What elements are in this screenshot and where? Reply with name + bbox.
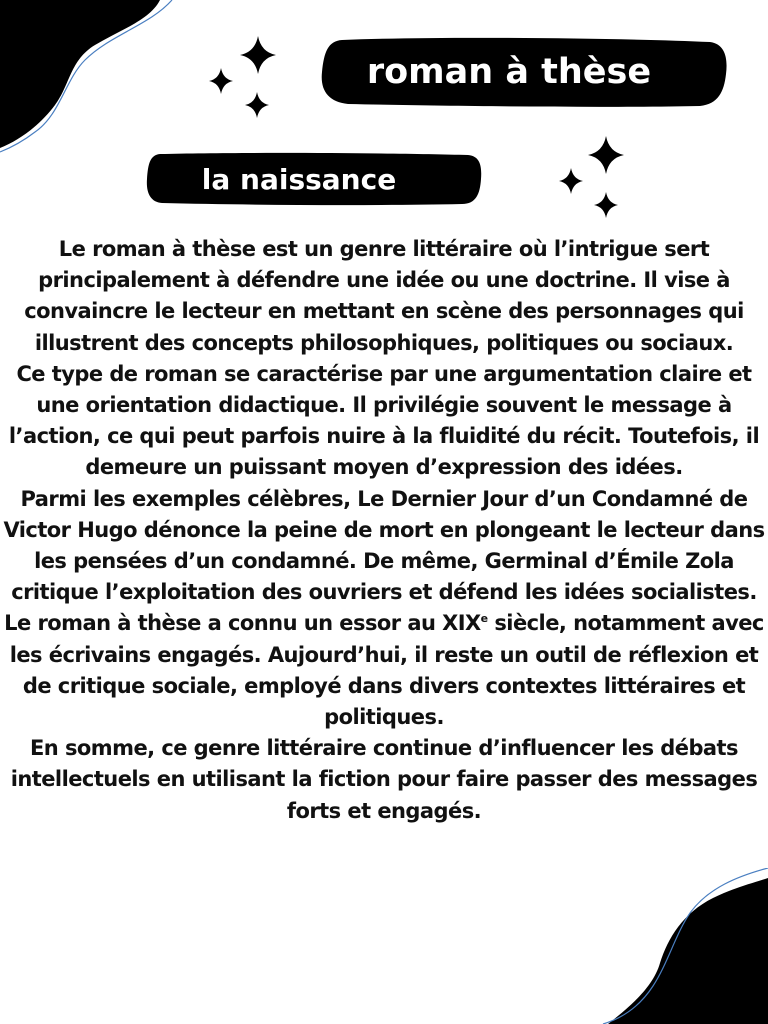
paragraph-text: siècle, notamment avec les écrivains engagés. Aujourd’hui, il reste un outil de réflexion et de critique sociale, employé dans divers contextes littéraires et politiques.	[9, 611, 764, 730]
subtitle-banner	[146, 152, 482, 206]
sparkle-icon	[555, 134, 630, 224]
paragraph: En somme, ce genre littéraire continue d’influencer les débats intellectuels en utilisant la fiction pour faire passer des messages forts et engagés.	[10, 736, 758, 823]
blob-bottom-right	[598, 868, 768, 1024]
title-banner	[320, 36, 728, 108]
sparkle-icon	[205, 34, 280, 124]
superscript: e	[480, 612, 488, 626]
blob-top-left	[0, 0, 175, 160]
subtitle: la naissance	[201, 162, 397, 196]
paragraph: Le roman à thèse est un genre littéraire où l’intrigue sert principalement à défendre une idée ou une doctrine. Il vise à convaincre le lecteur en mettant en scène des personnages qui illustrent des concepts philosophiques, politiques ou sociaux.	[24, 237, 744, 355]
paragraph-text: Le roman à thèse a connu un essor au XIX	[4, 611, 481, 636]
page-title: roman à thèse	[366, 52, 652, 92]
paragraph: Ce type de roman se caractérise par une argumentation claire et une orientation didactique. Il privilégie souvent le message à l’action, ce qui peut parfois nuire à la fluidité du récit. Toutefois, il demeure un puissant moyen d’expression des idées.	[8, 361, 760, 480]
paragraph	[0, 608, 768, 733]
article-body	[0, 234, 768, 827]
paragraph: Parmi les exemples célèbres, Le Dernier Jour d’un Condamné de Victor Hugo dénonce la peine de mort en plongeant le lecteur dans les pensées d’un condamné. De même, Germinal d’Émile Zola critique l’exploitation des ouvriers et défend les idées socialistes.	[3, 486, 765, 605]
